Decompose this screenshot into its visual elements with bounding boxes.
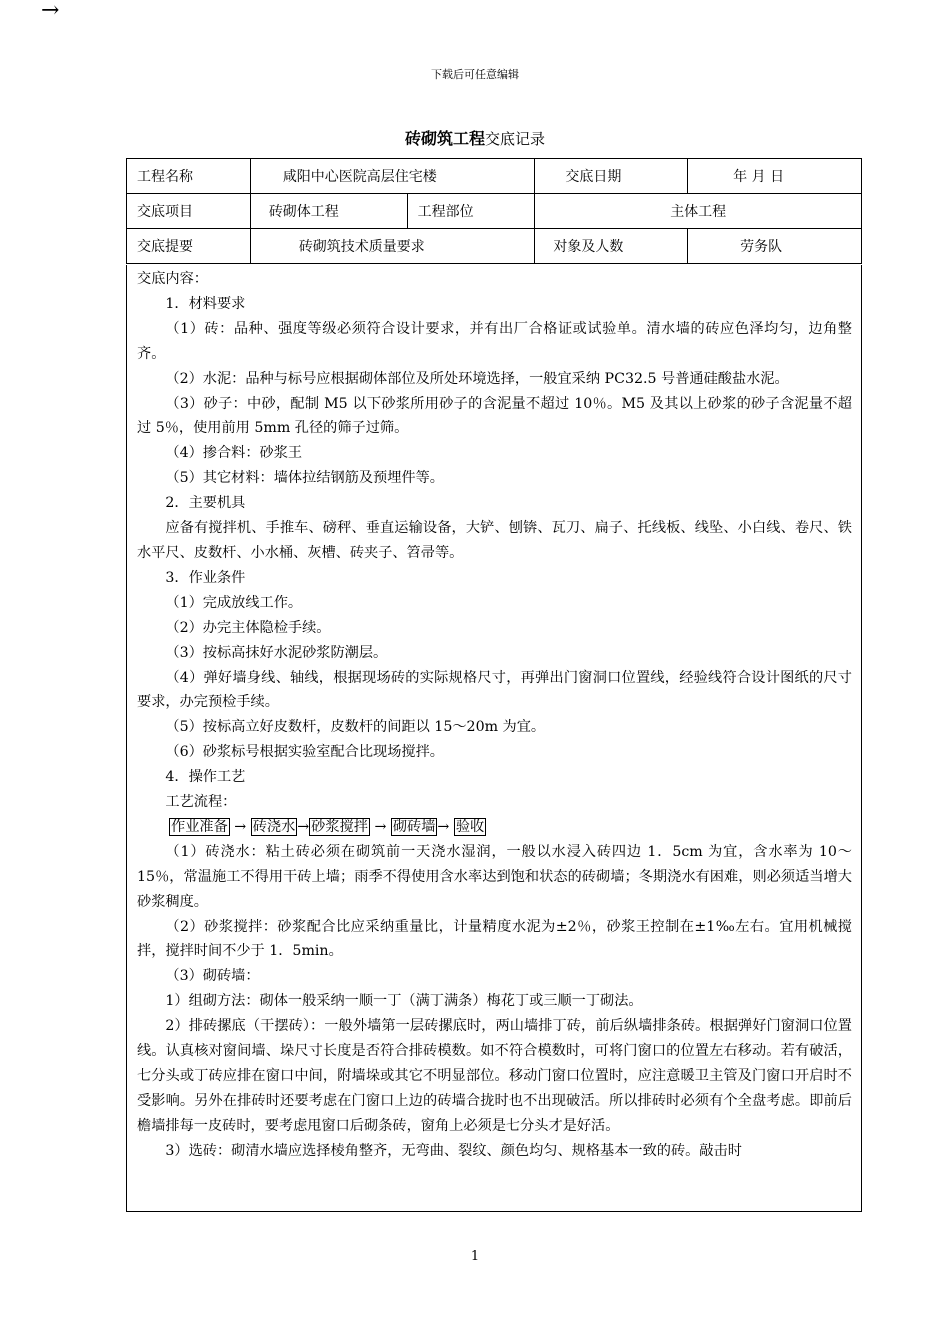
- paragraph: 3）选砖：砌清水墙应选择棱角整齐，无弯曲、裂纹、颜色均匀、规格基本一致的砖。敲击时: [165, 1142, 742, 1159]
- paragraph: （4）掺合料：砂浆王: [165, 445, 303, 462]
- paragraph: （5）其它材料：墙体拉结钢筋及预埋件等。: [165, 470, 444, 487]
- document-title: [0, 126, 950, 149]
- flow-step-accept: 验收: [455, 818, 485, 835]
- date-value: 年 月 日: [688, 159, 862, 194]
- paragraph: 2）排砖摞底（干摆砖）：一般外墙第一层砖摞底时，两山墙排丁砖，前后纵墙排条砖。根据弹好门窗洞口位置线。认真核对窗间墙、垛尺寸长度是否符合排砖模数。如不符合模数时，可将门窗口的位置左右移动。若有破活，七分头或丁砖应排在窗口中间，附墙垛或其它不明显部位。移动门窗口位置时，应注意暖卫主管及门窗口开启时不受影响。另外在排砖时还要考虑在门窗口上边的砖墙合拢时也不出现破活。所以排砖时必须有个全盘考虑。即前后檐墙排每一皮砖时，要考虑甩窗口后砌条砖，窗角上必须是七分头才是好活。: [137, 1018, 852, 1134]
- paragraph: 1）组砌方法：砌体一般采纳一顺一丁（满丁满条）梅花丁或三顺一丁砌法。: [165, 993, 643, 1010]
- paragraph: （1）完成放线工作。: [165, 594, 303, 611]
- record-table: [126, 158, 862, 264]
- project-name-label: 工程名称: [127, 159, 251, 194]
- paragraph: （3）按标高抹好水泥砂浆防潮层。: [165, 644, 388, 661]
- flow-step-prep: 作业准备: [171, 818, 228, 835]
- flow-step-mortar: 砂浆搅拌: [311, 818, 368, 835]
- summary-value: 砖砌筑技术质量要求: [250, 229, 535, 264]
- table-row: [127, 229, 862, 264]
- target-value: 劳务队: [688, 229, 862, 264]
- paragraph: （2）办完主体隐检手续。: [165, 619, 331, 636]
- paragraph: （5）按标高立好皮数杆，皮数杆的间距以 15～20m 为宜。: [165, 719, 546, 736]
- title-bold: 砖砌筑工程: [404, 129, 485, 148]
- table-row: [127, 194, 862, 229]
- paragraph: （1）砖：品种、强度等级必须符合设计要求，并有出厂合格证或试验单。清水墙的砖应色泽均匀，边角整齐。: [137, 320, 852, 362]
- project-name-value: 咸阳中心医院高层住宅楼: [250, 159, 535, 194]
- paragraph: （1）砖浇水：粘土砖必须在砌筑前一天浇水湿润，一般以水浸入砖四边 1．5cm 为宜，含水率为 10～15％，常温施工不得用干砖上墙；雨季不得使用含水率达到饱和状态的砖砌墙；冬期浇水有困难，则必须适当增大砂浆稠度。: [137, 843, 852, 910]
- title-rest: 交底记录: [485, 130, 546, 148]
- paragraph: （4）弹好墙身线、轴线，根据现场砖的实际规格尺寸，再弹出门窗洞口位置线，经验线符合设计图纸的尺寸要求，办完预检手续。: [137, 669, 852, 711]
- paragraph: 2．主要机具: [165, 495, 246, 512]
- flow-step-water: 砖浇水: [252, 818, 296, 835]
- flow-arrow-icon: →: [437, 818, 450, 835]
- table-row: [127, 159, 862, 194]
- arrow-mark: →: [41, 0, 60, 23]
- flow-arrow-icon: →: [234, 818, 247, 835]
- summary-label: 交底提要: [127, 229, 251, 264]
- header-note: 下载后可任意编辑: [431, 68, 519, 81]
- date-label: 交底日期: [535, 159, 688, 194]
- part-label: 工程部位: [407, 194, 535, 229]
- paragraph: 工艺流程：: [165, 794, 237, 811]
- paragraph: 4．操作工艺: [165, 769, 246, 786]
- paragraph: （3）砌砖墙：: [165, 968, 260, 985]
- target-label: 对象及人数: [535, 229, 688, 264]
- paragraph: （3）砂子：中砂，配制 M5 以下砂浆所用砂子的含泥量不超过 10％。M5 及其以上砂浆的砂子含泥量不超过 5％，使用前用 5mm 孔径的筛子过筛。: [137, 395, 852, 437]
- flow-arrow-icon: →: [297, 818, 310, 835]
- item-label: 交底项目: [127, 194, 251, 229]
- paragraph: 3．作业条件: [165, 569, 246, 586]
- flow-step-lay: 砌砖墙: [392, 818, 436, 835]
- paragraph: 应备有搅拌机、手推车、磅秤、垂直运输设备，大铲、刨锛、瓦刀、扁子、托线板、线坠、小白线、卷尺、铁水平尺、皮数杆、小水桶、灰槽、砖夹子、笤帚等。: [137, 520, 852, 561]
- content-box: [126, 265, 862, 1212]
- paragraph: 1．材料要求: [165, 295, 246, 312]
- paragraph: （6）砂浆标号根据实验室配合比现场搅拌。: [165, 744, 444, 761]
- paragraph: （2）水泥：品种与标号应根据砌体部位及所处环境选择，一般宜采纳 PC32.5 号普通硅酸盐水泥。: [165, 370, 789, 387]
- item-value: 砖砌体工程: [250, 194, 407, 229]
- part-value: 主体工程: [535, 194, 862, 229]
- content-heading: 交底内容：: [137, 271, 208, 287]
- process-flow: [137, 815, 852, 840]
- page-number: 1: [470, 1249, 480, 1264]
- flow-arrow-icon: →: [374, 818, 387, 835]
- paragraph: （2）砂浆搅拌：砂浆配合比应采纳重量比，计量精度水泥为±2％，砂浆王控制在±1‰左右。宜用机械搅拌，搅拌时间不少于 1．5min。: [137, 918, 852, 960]
